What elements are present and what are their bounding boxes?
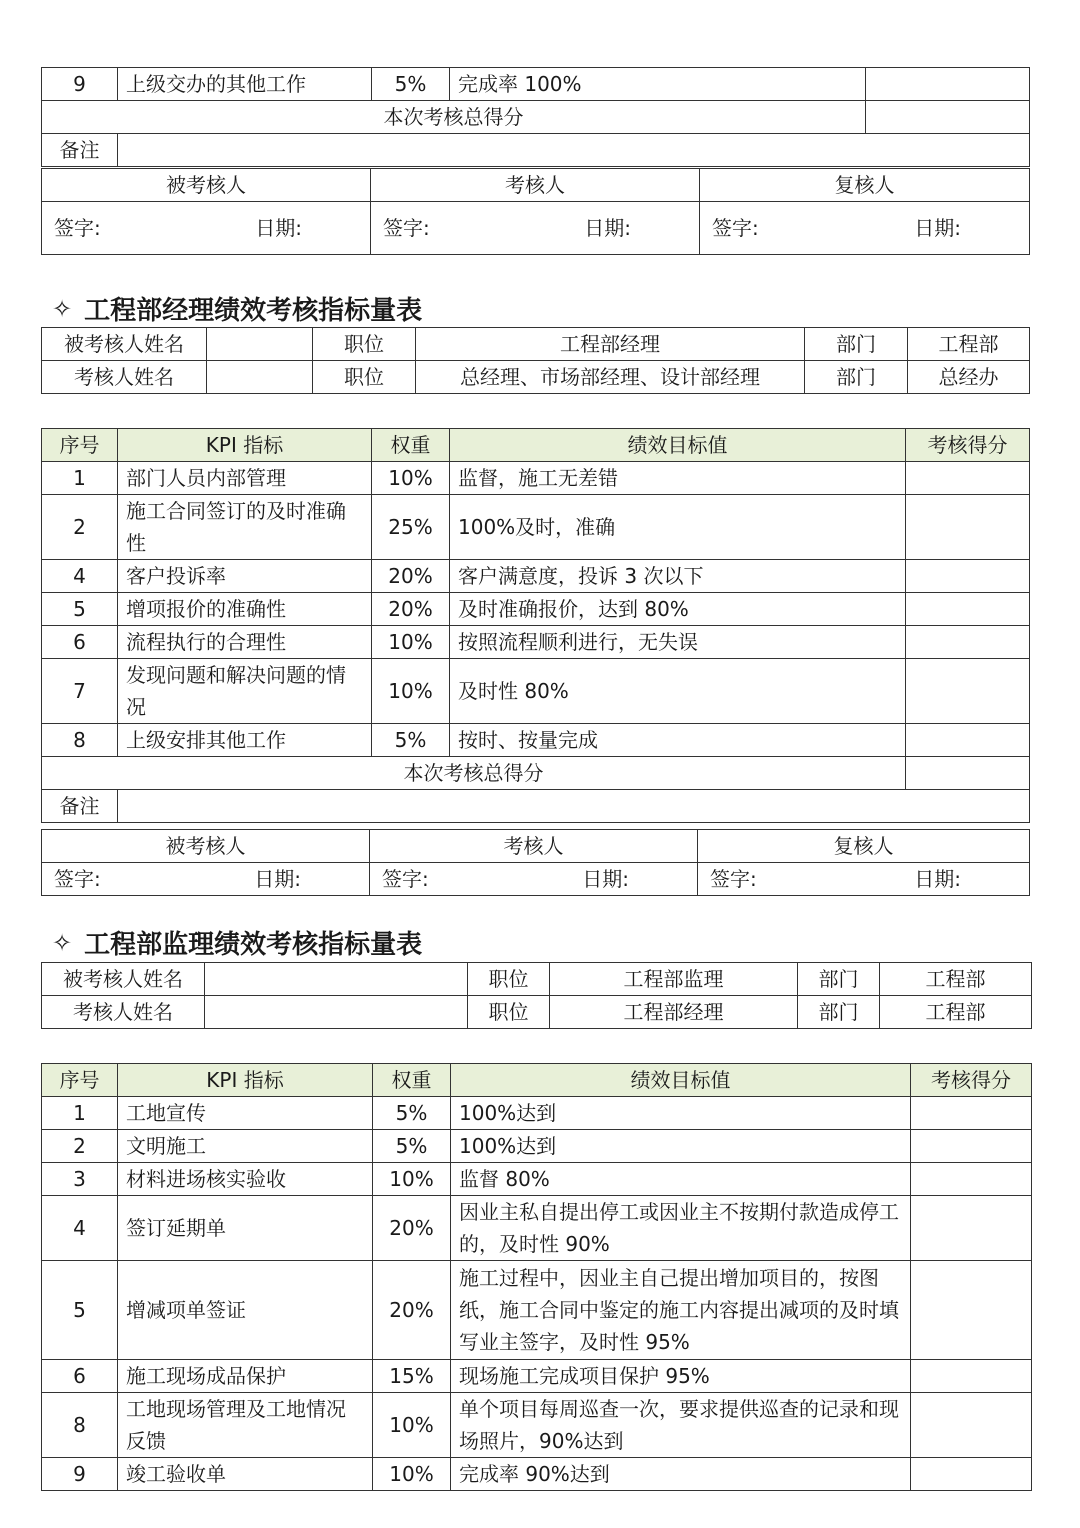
total-row: [42, 101, 1030, 134]
table-row: [42, 659, 1030, 724]
weight-cell: 10%: [373, 1393, 451, 1458]
weight-cell: 10%: [372, 462, 450, 495]
header-weight: 权重: [372, 429, 450, 462]
table-row: [42, 1163, 1032, 1196]
signer-assessor: 考核人: [371, 169, 700, 202]
target-cell: 完成率 100%: [450, 68, 866, 101]
position-value: 工程部监理: [550, 963, 798, 996]
info-label: 考核人姓名: [42, 996, 205, 1029]
kpi-table: [41, 1063, 1032, 1491]
row-number: 1: [42, 1097, 118, 1130]
date-label: 日期:: [584, 216, 631, 240]
weight-cell: 5%: [373, 1130, 451, 1163]
target-cell: 按照流程顺利进行，无失误: [450, 626, 906, 659]
target-cell: 完成率 90%达到: [451, 1458, 911, 1491]
remark-row: [42, 134, 1030, 167]
weight-cell: 10%: [372, 626, 450, 659]
table-row: [42, 626, 1030, 659]
name-field[interactable]: [205, 963, 468, 996]
weight-cell: 5%: [372, 724, 450, 757]
signature-row: [42, 863, 1030, 896]
info-table: [41, 327, 1030, 394]
row-number: 4: [42, 560, 118, 593]
info-label: 部门: [798, 996, 880, 1029]
dept-value: 工程部: [880, 963, 1032, 996]
position-value: 总经理、市场部经理、设计部经理: [416, 361, 805, 394]
top-continued-table: [41, 67, 1030, 167]
table-row: [42, 560, 1030, 593]
score-cell[interactable]: [906, 593, 1030, 626]
score-cell[interactable]: [906, 560, 1030, 593]
date-label: 日期:: [914, 867, 961, 891]
total-label: 本次考核总得分: [42, 757, 906, 790]
target-cell: 及时性 80%: [450, 659, 906, 724]
info-row: [42, 996, 1032, 1029]
score-cell[interactable]: [911, 1360, 1032, 1393]
sign-label: 签字:: [383, 216, 430, 240]
signature-table: [41, 829, 1030, 896]
header-kpi: KPI 指标: [118, 429, 372, 462]
row-number: 1: [42, 462, 118, 495]
info-label: 被考核人姓名: [42, 963, 205, 996]
weight-cell: 20%: [373, 1196, 451, 1261]
sign-label: 签字:: [710, 867, 757, 891]
target-cell: 100%达到: [451, 1130, 911, 1163]
header-target: 绩效目标值: [450, 429, 906, 462]
target-cell: 客户满意度，投诉 3 次以下: [450, 560, 906, 593]
kpi-table: [41, 428, 1030, 823]
table-row: [42, 1196, 1032, 1261]
score-cell[interactable]: [906, 495, 1030, 560]
kpi-cell: 工地宣传: [118, 1097, 373, 1130]
info-label: 职位: [468, 963, 550, 996]
name-field[interactable]: [205, 996, 468, 1029]
row-number: 9: [42, 1458, 118, 1491]
sign-label: 签字:: [54, 216, 101, 240]
kpi-cell: 施工现场成品保护: [118, 1360, 373, 1393]
date-label: 日期:: [255, 216, 302, 240]
kpi-header-row: [42, 429, 1030, 462]
sign-cell[interactable]: [371, 202, 700, 255]
row-number: 3: [42, 1163, 118, 1196]
info-row: [42, 328, 1030, 361]
target-cell: 现场施工完成项目保护 95%: [451, 1360, 911, 1393]
weight-cell: 10%: [372, 659, 450, 724]
table-row: [42, 495, 1030, 560]
weight-cell: 10%: [373, 1163, 451, 1196]
dept-value: 工程部: [880, 996, 1032, 1029]
table-row: [42, 1393, 1032, 1458]
info-label: 职位: [313, 361, 416, 394]
target-cell: 因业主私自提出停工或因业主不按期付款造成停工的，及时性 90%: [451, 1196, 911, 1261]
sign-cell[interactable]: [700, 202, 1030, 255]
total-score-cell[interactable]: [906, 757, 1030, 790]
name-field[interactable]: [207, 328, 313, 361]
kpi-cell: 材料进场核实验收: [118, 1163, 373, 1196]
date-label: 日期:: [254, 867, 301, 891]
remark-label: 备注: [42, 790, 118, 823]
section-title: [52, 924, 422, 961]
kpi-header-row: [42, 1064, 1032, 1097]
weight-cell: 15%: [373, 1360, 451, 1393]
header-kpi: KPI 指标: [118, 1064, 373, 1097]
signer-reviewer: 复核人: [698, 830, 1030, 863]
total-label: 本次考核总得分: [42, 101, 866, 134]
score-cell[interactable]: [906, 462, 1030, 495]
four-point-star-icon: ✧: [52, 928, 73, 957]
signer-assessor: 考核人: [370, 830, 698, 863]
kpi-cell: 流程执行的合理性: [118, 626, 372, 659]
table-row: [42, 1130, 1032, 1163]
row-number: 8: [42, 1393, 118, 1458]
info-label: 部门: [805, 328, 908, 361]
score-cell[interactable]: [906, 659, 1030, 724]
sign-label: 签字:: [382, 867, 429, 891]
sign-cell[interactable]: [42, 863, 370, 896]
row-number: 2: [42, 1130, 118, 1163]
row-number: 7: [42, 659, 118, 724]
date-label: 日期:: [582, 867, 629, 891]
signer-row: [42, 830, 1030, 863]
signer-assessee: 被考核人: [42, 830, 370, 863]
score-cell[interactable]: [906, 626, 1030, 659]
info-table: [41, 962, 1032, 1029]
kpi-cell: 客户投诉率: [118, 560, 372, 593]
row-number: 2: [42, 495, 118, 560]
dept-value: 工程部: [908, 328, 1030, 361]
table-row: [42, 593, 1030, 626]
total-score-cell[interactable]: [866, 101, 1030, 134]
table-row: [42, 1261, 1032, 1360]
info-label: 部门: [805, 361, 908, 394]
target-cell: 100%达到: [451, 1097, 911, 1130]
row-number: 6: [42, 1360, 118, 1393]
position-value: 工程部经理: [550, 996, 798, 1029]
weight-cell: 25%: [372, 495, 450, 560]
info-label: 部门: [798, 963, 880, 996]
kpi-cell: 签订延期单: [118, 1196, 373, 1261]
kpi-cell: 工地现场管理及工地情况反馈: [118, 1393, 373, 1458]
remark-cell[interactable]: [118, 134, 1030, 167]
target-cell: 单个项目每周巡查一次，要求提供巡查的记录和现场照片，90%达到: [451, 1393, 911, 1458]
signer-row: [42, 169, 1030, 202]
section-title-text: 工程部监理绩效考核指标量表: [84, 930, 423, 960]
name-field[interactable]: [207, 361, 313, 394]
kpi-cell: 施工合同签订的及时准确性: [118, 495, 372, 560]
kpi-cell: 上级安排其他工作: [118, 724, 372, 757]
weight-cell: 5%: [372, 68, 450, 101]
header-no: 序号: [42, 1064, 118, 1097]
info-label: 职位: [313, 328, 416, 361]
header-no: 序号: [42, 429, 118, 462]
row-number: 5: [42, 593, 118, 626]
section-title: [52, 290, 422, 327]
header-score: 考核得分: [911, 1064, 1032, 1097]
table-row: [42, 462, 1030, 495]
weight-cell: 20%: [372, 593, 450, 626]
row-number: 8: [42, 724, 118, 757]
signer-assessee: 被考核人: [42, 169, 371, 202]
remark-cell[interactable]: [118, 790, 1030, 823]
signer-reviewer: 复核人: [700, 169, 1030, 202]
table-row: [42, 68, 1030, 101]
four-point-star-icon: ✧: [52, 294, 73, 323]
weight-cell: 5%: [373, 1097, 451, 1130]
kpi-cell: 增项报价的准确性: [118, 593, 372, 626]
kpi-cell: 上级交办的其他工作: [118, 68, 372, 101]
score-cell[interactable]: [911, 1097, 1032, 1130]
table-row: [42, 1360, 1032, 1393]
score-cell[interactable]: [866, 68, 1030, 101]
remark-row: [42, 790, 1030, 823]
row-number: 5: [42, 1261, 118, 1360]
score-cell[interactable]: [911, 1130, 1032, 1163]
date-label: 日期:: [914, 216, 961, 240]
target-cell: 100%及时，准确: [450, 495, 906, 560]
kpi-cell: 增减项单签证: [118, 1261, 373, 1360]
info-row: [42, 361, 1030, 394]
row-number: 6: [42, 626, 118, 659]
info-label: 被考核人姓名: [42, 328, 207, 361]
info-label: 职位: [468, 996, 550, 1029]
header-weight: 权重: [373, 1064, 451, 1097]
target-cell: 施工过程中，因业主自己提出增加项目的，按图纸，施工合同中鉴定的施工内容提出减项的及时填写业主签字，及时性 95%: [451, 1261, 911, 1360]
dept-value: 总经办: [908, 361, 1030, 394]
total-row: [42, 757, 1030, 790]
sign-cell[interactable]: [42, 202, 371, 255]
table-row: [42, 1097, 1032, 1130]
table-row: [42, 1458, 1032, 1491]
header-target: 绩效目标值: [451, 1064, 911, 1097]
weight-cell: 20%: [373, 1261, 451, 1360]
sign-cell[interactable]: [698, 863, 1030, 896]
target-cell: 监督，施工无差错: [450, 462, 906, 495]
weight-cell: 10%: [373, 1458, 451, 1491]
kpi-cell: 发现问题和解决问题的情况: [118, 659, 372, 724]
kpi-cell: 竣工验收单: [118, 1458, 373, 1491]
score-cell[interactable]: [911, 1458, 1032, 1491]
sign-label: 签字:: [712, 216, 759, 240]
remark-label: 备注: [42, 134, 118, 167]
score-cell[interactable]: [911, 1196, 1032, 1261]
weight-cell: 20%: [372, 560, 450, 593]
target-cell: 监督 80%: [451, 1163, 911, 1196]
score-cell[interactable]: [911, 1261, 1032, 1360]
score-cell[interactable]: [911, 1163, 1032, 1196]
target-cell: 按时、按量完成: [450, 724, 906, 757]
kpi-cell: 部门人员内部管理: [118, 462, 372, 495]
sign-cell[interactable]: [370, 863, 698, 896]
sign-label: 签字:: [54, 867, 101, 891]
score-cell[interactable]: [906, 724, 1030, 757]
info-label: 考核人姓名: [42, 361, 207, 394]
section-title-text: 工程部经理绩效考核指标量表: [84, 296, 423, 326]
row-number: 9: [42, 68, 118, 101]
header-score: 考核得分: [906, 429, 1030, 462]
row-number: 4: [42, 1196, 118, 1261]
signature-row: [42, 202, 1030, 255]
top-signature-table: [41, 168, 1030, 255]
position-value: 工程部经理: [416, 328, 805, 361]
info-row: [42, 963, 1032, 996]
score-cell[interactable]: [911, 1393, 1032, 1458]
table-row: [42, 724, 1030, 757]
target-cell: 及时准确报价，达到 80%: [450, 593, 906, 626]
kpi-cell: 文明施工: [118, 1130, 373, 1163]
